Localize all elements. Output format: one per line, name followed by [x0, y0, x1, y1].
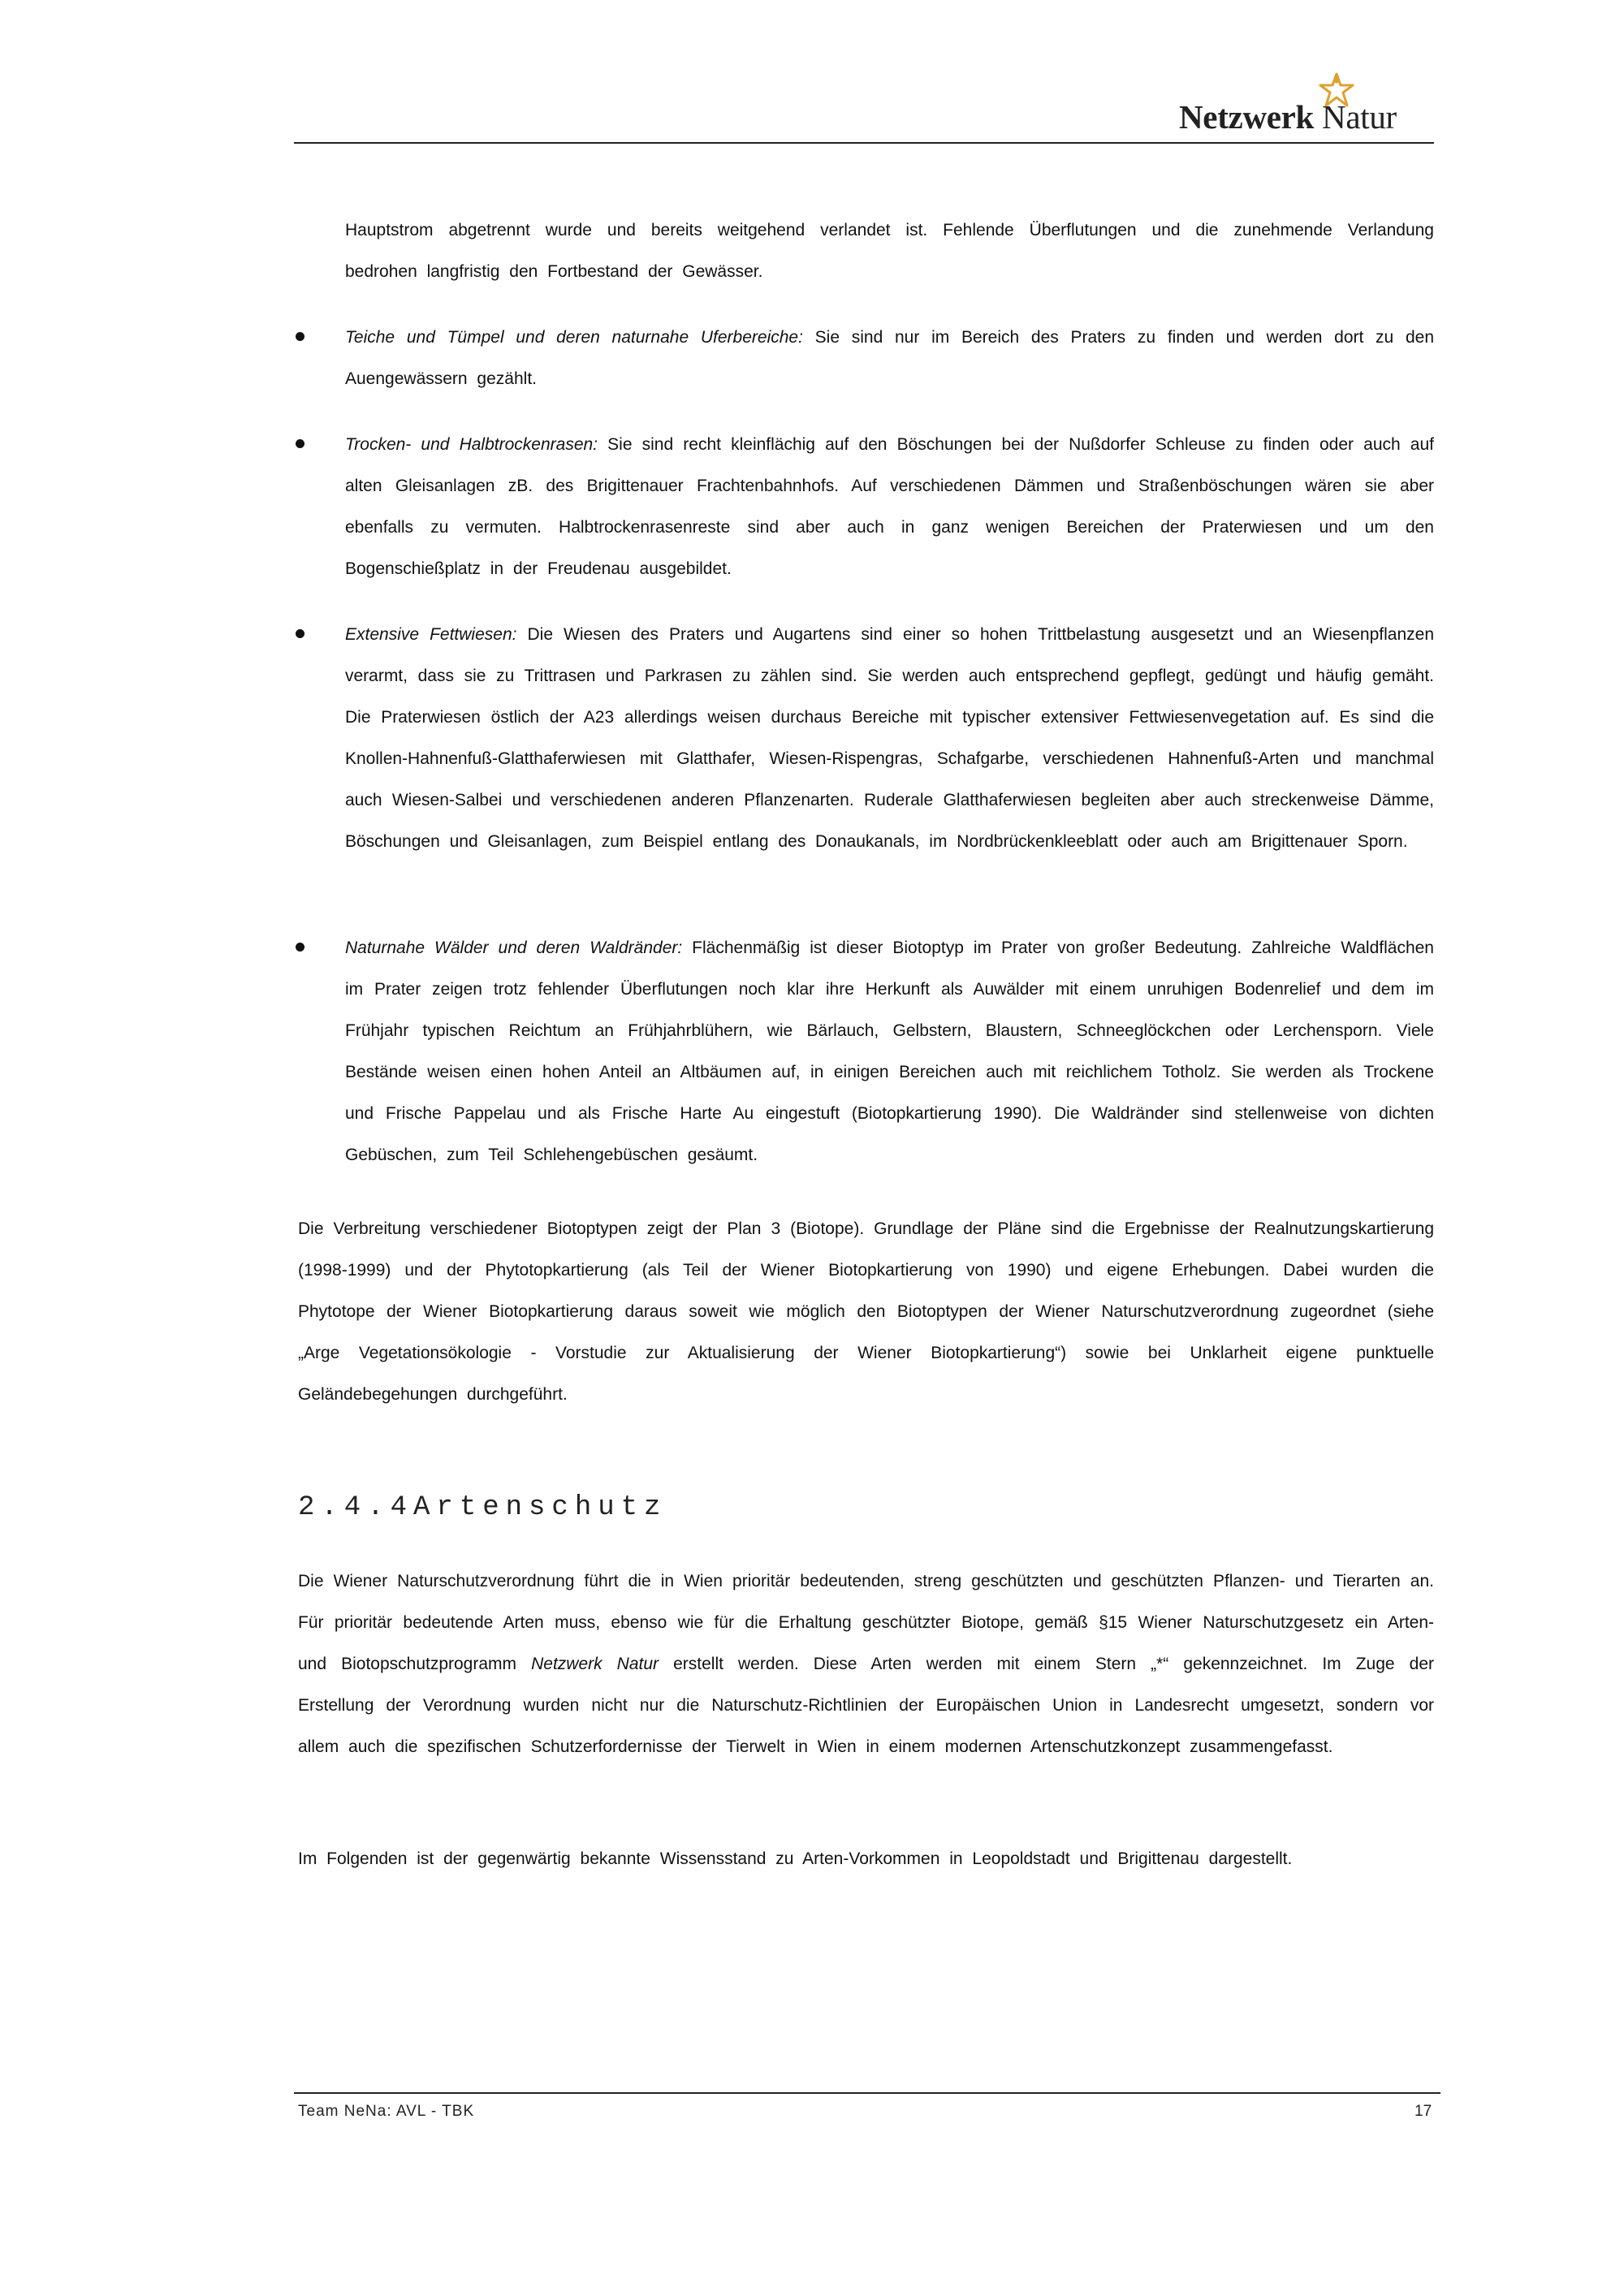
paragraph-text: erstellt werden. Diese Arten werden mit einem Stern „*“ gekennzeichnet. Im Zuge der Erstellung der Verordnung wurden nicht nur die Naturschutz-Richtlinien der Europäischen Union in Landesrecht umgesetzt, sondern vor allem auch die spezifischen Schutzerfordernisse der Tierwelt in Wien in einem modernen Artenschutzkonzept zusammengefasst.	[298, 1655, 1435, 1756]
intro-paragraph: Hauptstrom abgetrennt wurde und bereits weitgehend verlandet ist. Fehlende Überflutungen und die zunehmende Verlandung bedrohen langfristig den Fortbestand der Gewässer.	[345, 221, 1434, 281]
bullet-marker	[296, 332, 304, 341]
distribution-paragraph: Die Verbreitung verschiedener Biotoptypen zeigt der Plan 3 (Biotope). Grundlage der Pläne sind die Ergebnisse der Realnutzungskartierung (1998-1999) und der Phytotopkartierung (als Teil der Wiener Biotopkartierung von 1990) und eigene Erhebungen. Dabei wurden die Phytotope der Wiener Biotopkartierung daraus soweit wie möglich den Biotoptypen der Wiener Naturschutzverordnung zugeordnet (siehe „Arge Vegetationsökologie - Vorstudie zur Aktualisierung der Wiener Biotopkartierung“) sowie bei Unklarheit eigene punktuelle Geländebegehungen durchgeführt.	[298, 1219, 1434, 1404]
program-name: Netzwerk Natur	[531, 1655, 659, 1673]
bullet-term: Extensive Fettwiesen:	[345, 625, 517, 644]
footer-divider	[294, 2092, 1440, 2094]
artenschutz-paragraph	[298, 1560, 1434, 1767]
header-divider	[294, 142, 1434, 144]
knowledge-paragraph: Im Folgenden ist der gegenwärtig bekannte Wissensstand zu Arten-Vorkommen in Leopoldstadt und Brigittenau dargestellt.	[298, 1849, 1293, 1868]
page-number: 17	[1415, 2103, 1432, 2120]
logo-text	[1179, 97, 1397, 136]
bullet-item-forests	[345, 927, 1434, 1176]
bullet-text: Flächenmäßig ist dieser Biotoptyp im Prater von großer Bedeutung. Zahlreiche Waldflächen im Prater zeigen trotz fehlender Überflutungen noch klar ihre Herkunft als Auwälder mit einem unruhigen Bodenrelief und dem im Frühjahr typischen Reichtum an Frühjahrblühern, wie Bärlauch, Gelbstern, Blaustern, Schneeglöckchen oder Lerchensporn. Viele Bestände weisen einen hohen Anteil an Altbäumen auf, in einigen Bereichen auch mit reichlichem Totholz. Sie werden als Trockene und Frische Pappelau und als Frische Harte Au eingestuft (Biotopkartierung 1990). Die Waldränder sind stellenweise von dichten Gebüschen, zum Teil Schlehengebüschen gesäumt.	[345, 939, 1434, 1164]
bullet-marker	[296, 439, 304, 448]
bullet-item-meadows	[345, 614, 1434, 862]
logo-text-regular: Natur	[1322, 98, 1397, 136]
bullet-marker	[296, 629, 304, 638]
netzwerk-natur-logo	[1179, 73, 1431, 138]
bullet-term: Trocken- und Halbtrockenrasen:	[345, 435, 598, 454]
bullet-marker	[296, 943, 304, 952]
logo-text-bold: Netzwerk	[1179, 98, 1315, 136]
bullet-term: Naturnahe Wälder und deren Waldränder:	[345, 939, 683, 957]
bullet-item-ponds	[345, 317, 1434, 399]
section-heading: 2.4.4Artenschutz	[298, 1492, 667, 1523]
footer-team-label: Team NeNa: AVL - TBK	[298, 2103, 475, 2120]
bullet-term: Teiche und Tümpel und deren naturnahe Uferbereiche:	[345, 328, 803, 347]
paragraph-text: Die Wiener Naturschutzverordnung führt die in Wien prioritär bedeutenden, streng geschützten und geschützten Pflanzen- und Tierarten an. Für prioritär bedeutende Arten muss, ebenso wie für die Erhaltung geschützter Biotope, gemäß §15 Wiener Naturschutzgesetz ein Arten- und Biotopschutzprogramm	[298, 1572, 1434, 1673]
bullet-item-dry-grassland	[345, 424, 1434, 589]
bullet-text: Die Wiesen des Praters und Augartens sind einer so hohen Trittbelastung ausgesetzt und an Wiesenpflanzen verarmt, dass sie zu Trittrasen und Parkrasen zu zählen sind. Sie werden auch entsprechend gepflegt, gedüngt und häufig gemäht. Die Praterwiesen östlich der A23 allerdings weisen durchaus Bereiche mit typischer extensiver Fettwiesenvegetation auf. Es sind die Knollen-Hahnenfuß-Glatthaferwiesen mit Glatthafer, Wiesen-Rispengras, Schafgarbe, verschiedenen Hahnenfuß-Arten und manchmal auch Wiesen-Salbei und verschiedenen anderen Pflanzenarten. Ruderale Glatthaferwiesen begleiten aber auch streckenweise Dämme, Böschungen und Gleisanlagen, zum Beispiel entlang des Donaukanals, im Nordbrückenkleeblatt oder auch am Brigittenauer Sporn.	[345, 625, 1434, 851]
bullet-text: Sie sind nur im Bereich des Praters zu finden und werden dort zu den Auengewässern gezählt.	[345, 328, 1434, 388]
bullet-text: Sie sind recht kleinflächig auf den Böschungen bei der Nußdorfer Schleuse zu finden oder auch auf alten Gleisanlagen zB. des Brigittenauer Frachtenbahnhofs. Auf verschiedenen Dämmen und Straßenböschungen wären sie aber ebenfalls zu vermuten. Halbtrockenrasenreste sind aber auch in ganz wenigen Bereichen der Praterwiesen und um den Bogenschießplatz in der Freudenau ausgebildet.	[345, 435, 1435, 578]
